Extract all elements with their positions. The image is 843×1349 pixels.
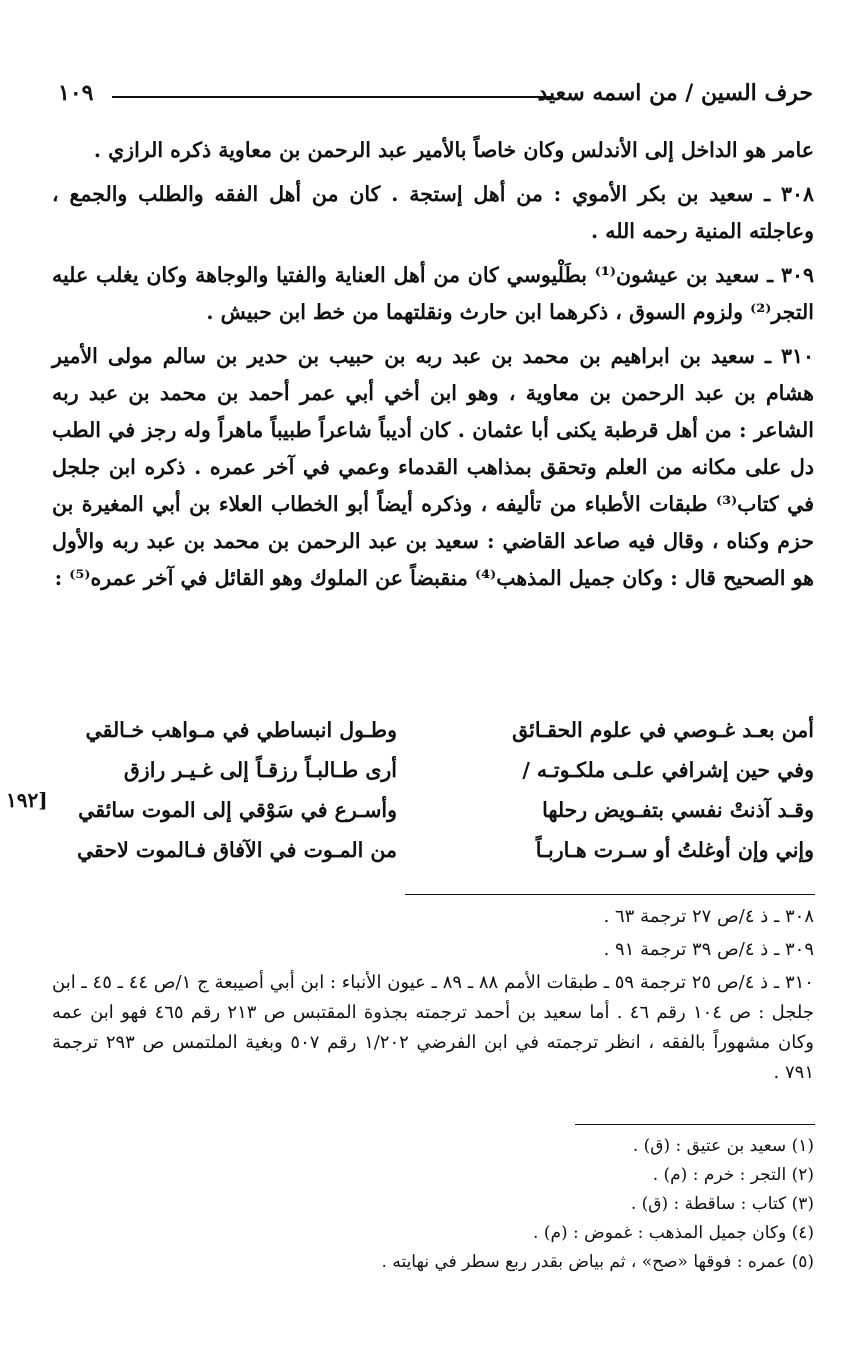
footnote: (٣) كتاب : ساقطة : (ق) . [630,1194,814,1214]
poem-verse [52,838,814,875]
verse-second-hemistich: وطـول انبساطي في مـواهب خـالقي [85,718,397,742]
footnotes-divider [575,1124,815,1125]
header-rule [112,96,551,98]
verse-second-hemistich: أرى طـالبـاً رزقـاً إلى غـيـر رازق [123,758,397,782]
verse-first-hemistich: وإني وإن أوغلتُ أو سـرت هـاربـاً [535,838,814,862]
footnote: (٢) التجر : خرم : (م) . [652,1165,814,1185]
main-text [52,132,814,604]
page-number: ١٠٩ [58,80,94,106]
footnotes [52,1132,814,1277]
verse-first-hemistich: وفي حين إشرافي علـى ملكـوتـه / [522,758,814,782]
running-title: حرف السين / من اسمه سعيد [537,80,813,106]
poem-verse [52,758,814,795]
entry-310: ٣١٠ ـ سعيد بن ابراهيم بن محمد بن عبد ربه بن حبيب بن حدير بن سالم مولى الأمير هشام بن عبد الرحمن بن معاوية ، وهو ابن أخي أبي عمر أحمد بن محمد بن عبد ربه الشاعر : من أهل قرطبة يكنى أبا عثمان . كان أديباً شاعراً طبيباً ماهراً وله رجز في الطب دل على مكانه من العلم وتحقق بمذاهب القدماء وعمي في آخر عمره . ذكره ابن جلجل في كتاب⁽³⁾ طبقات الأطباء من تأليفه ، وذكره أيضاً أبو الخطاب العلاء بن أبي المغيرة بن حزم وكناه ، وقال فيه صاعد القاضي : سعيد بن عبد الرحمن بن محمد بن عبد ربه والأول هو الصحيح قال : وكان جميل المذهب⁽⁴⁾ منقبضاً عن الملوك وهو القائل في آخر عمره⁽⁵⁾ : [52,344,814,590]
source-note: ٣٠٩ ـ ذ ٤/ص ٣٩ ترجمة ٩١ . [603,939,814,960]
verse-second-hemistich: وأسـرع في سَوْقي إلى الموت سائقي [78,798,397,822]
entry-309: ٣٠٩ ـ سعيد بن عيشون⁽¹⁾ بطَلْيوسي كان من أهل العناية والفتيا والوجاهة وكان يغلب عليه التجر⁽²⁾ ولزوم السوق ، ذكرهما ابن حارث ونقلتهما من خط ابن حبيش . [52,263,814,324]
notes-divider [405,894,815,895]
verse-first-hemistich: أمن بعـد غـوصي في علوم الحقـائق [512,718,814,742]
footnote: (٤) وكان جميل المذهب : غموض : (م) . [533,1223,814,1243]
running-header [58,80,813,112]
source-notes [52,902,814,1091]
source-note: ٣١٠ ـ ذ ٤/ص ٢٥ ترجمة ٥٩ ـ طبقات الأمم ٨٨ ـ ٨٩ ـ عيون الأنباء : ابن أبي أصيبعة ج ١/ص ٤٤ ـ ٤٥ ـ ابن جلجل : ص ١٠٤ رقم ٤٦ . أما سعيد بن أحمد ترجمته بجذوة المقتبس ص ٢١٣ رقم ٤٦٥ فهو ابن عمه وكان مشهوراً بالفقه ، انظر ترجمته في ابن الفرضي ١/٢٠٢ رقم ٥٠٧ وبغية الملتمس ص ٢٩٣ ترجمة ٧٩١ . [52,972,814,1083]
poem-verse [52,718,814,755]
paragraph-continuation: عامر هو الداخل إلى الأندلس وكان خاصاً بالأمير عبد الرحمن بن معاوية ذكره الرازي . [93,138,814,162]
poem-verse [52,798,814,835]
entry-308: ٣٠٨ ـ سعيد بن بكر الأموي : من أهل إستجة . كان من أهل الفقه والطلب والجمع ، وعاجلته المنية رحمه الله . [52,182,814,243]
footnote: (١) سعيد بن عتيق : (ق) . [632,1136,814,1156]
manuscript-folio-marker: ١٩٢] [6,788,48,812]
footnote: (٥) عمره : فوقها «صح» ، ثم بياض بقدر ربع سطر في نهايته . [381,1252,814,1272]
source-note: ٣٠٨ ـ ذ ٤/ص ٢٧ ترجمة ٦٣ . [603,906,814,927]
verse-second-hemistich: من المـوت في الآفاق فـالموت لاحقي [76,838,397,862]
verse-first-hemistich: وقـد آذنتْ نفسي بتفـويض رحلها [542,798,814,822]
poem [52,718,814,886]
